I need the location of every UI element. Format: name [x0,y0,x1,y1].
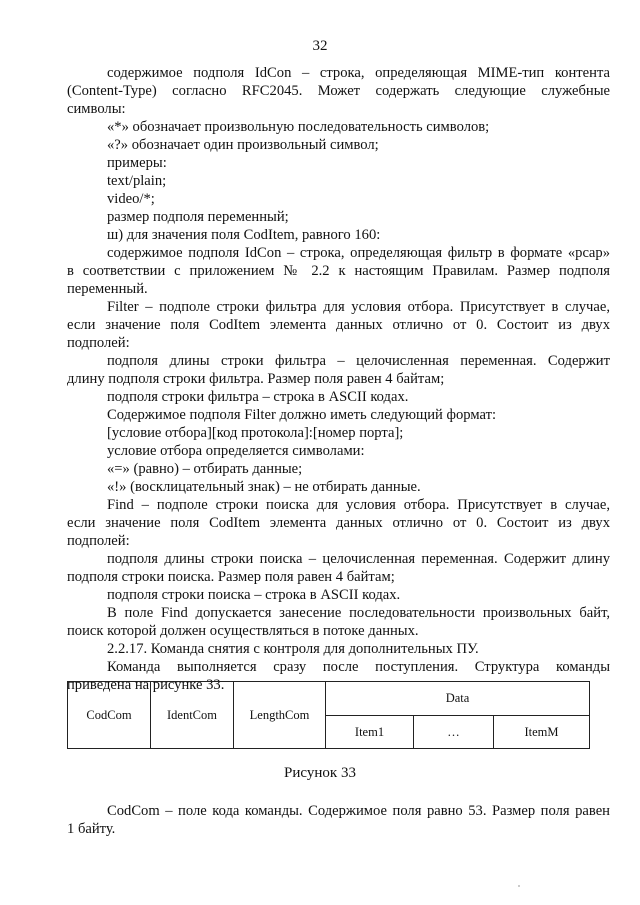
text-line: длину подполя строки фильтра. Размер поля равен 4 байтам; [67,371,445,387]
text-line: «=» (равно) – отбирать данные; [107,461,303,477]
text-line: содержимое подполя IdCon – строка, определяющая фильтр в формате «pcap» [107,245,610,261]
cell-codcom: CodCom [68,682,151,749]
text-line: если значение поля CodItem элемента данных отлично от 0. Состоит из двух [67,515,610,531]
text-line: В поле Find допускается занесение последовательности произвольных байт, [107,605,610,621]
cell-lengthcom: LengthCom [234,682,326,749]
text-line: поиск которой должен осуществляться в потоке данных. [67,623,419,639]
text-line: подполей: [67,533,130,549]
text-line: условие отбора определяется символами: [107,443,365,459]
section-heading: 2.2.17. Команда снятия с контроля для дополнительных ПУ. [107,641,479,657]
text-line: ш) для значения поля CodItem, равного 160: [107,227,381,243]
text-line: Содержимое подполя Filter должно иметь следующий формат: [107,407,496,423]
cell-identcom: IdentCom [151,682,234,749]
text-line: примеры: [107,155,167,171]
cell-ellipsis: … [414,716,494,749]
text-line: подполя длины строки поиска – целочисленная переменная. Содержит длину [107,551,610,567]
text-line: [условие отбора][код протокола]:[номер порта]; [107,425,404,441]
cell-itemm: ItemM [494,716,590,749]
text-line: символы: [67,101,126,117]
text-line: CodCom – поле кода команды. Содержимое поля равно 53. Размер поля равен [107,803,610,819]
text-line: подполя длины строки фильтра – целочисленная переменная. Содержит [107,353,610,369]
command-structure-table [67,681,590,749]
text-line: содержимое подполя IdCon – строка, определяющая MIME-тип контента [107,65,610,81]
text-line: «*» обозначает произвольную последовательность символов; [107,119,490,135]
figure-caption: Рисунок 33 [284,765,356,781]
text-line: переменный. [67,281,148,297]
text-line: подполя строки фильтра – строка в ASCII кодах. [107,389,409,405]
text-line: подполей: [67,335,130,351]
text-line: Filter – подполе строки фильтра для условия отбора. Присутствует в случае, [107,299,610,315]
cell-item1: Item1 [326,716,414,749]
text-line: video/*; [107,191,155,207]
text-line: если значение поля CodItem элемента данных отлично от 0. Состоит из двух [67,317,610,333]
scan-speck [518,885,520,887]
cell-data: Data [326,682,590,716]
page-number: 32 [312,38,328,54]
text-line: Команда выполняется сразу после поступления. Структура команды [107,659,610,675]
text-line: (Content-Type) согласно RFC2045. Может содержать следующие служебные [67,83,610,99]
text-line: подполя строки поиска. Размер поля равен 4 байтам; [67,569,395,585]
text-line: подполя строки поиска – строка в ASCII кодах. [107,587,401,603]
text-line: в соответствии с приложением № 2.2 к настоящим Правилам. Размер подполя [67,263,610,279]
text-line: приведена на рисунке 33. [67,677,225,693]
text-line: Find – подполе строки поиска для условия отбора. Присутствует в случае, [107,497,610,513]
text-line: 1 байту. [67,821,116,837]
text-line: text/plain; [107,173,167,189]
text-line: «!» (восклицательный знак) – не отбирать данные. [107,479,421,495]
text-line: размер подполя переменный; [107,209,289,225]
text-line: «?» обозначает один произвольный символ; [107,137,379,153]
